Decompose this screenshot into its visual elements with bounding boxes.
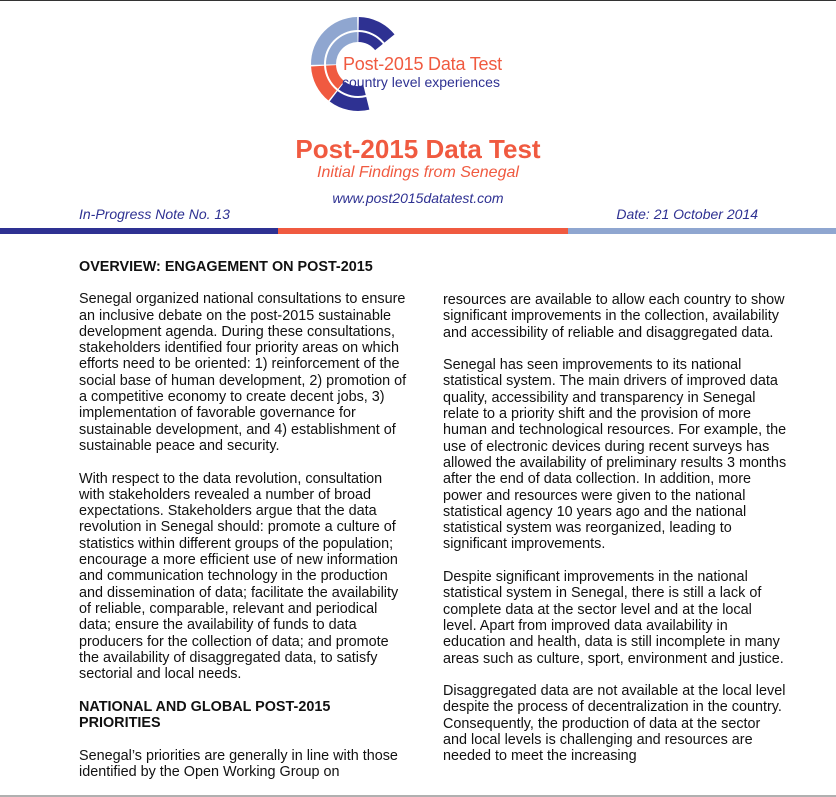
document-title: Post-2015 Data Test [295, 134, 541, 164]
color-bar-light-blue [568, 228, 836, 234]
document-subtitle: Initial Findings from Senegal [317, 164, 519, 181]
paragraph: Despite significant improvements in the national statistical system in Senegal, there is still a lack of complete data at the sector level and at the local level. Apart from improved data availability in education and health, data is still incomplete in many areas such as culture, sport, environment and justice. [443, 569, 784, 667]
section-heading-priorities: NATIONAL AND GLOBAL POST-2015 PRIORITIES [79, 698, 331, 732]
website-link[interactable]: www.post2015datatest.com [332, 190, 504, 206]
paragraph: Senegal has seen improvements to its national statistical system. The main drivers of improved data quality, accessibility and transparency in Senegal relate to a priority shift and the provision of more human and technological resources. For example, the use of electronic devices during recent surveys has allowed the availability of preliminary results 3 months after the end of data collection. In addition, more power and resources were given to the national statistical agency 10 years ago and the national statistical system was reorganized, leading to significant improvements. [443, 357, 787, 553]
right-column [443, 292, 788, 765]
paragraph: Senegal’s priorities are generally in line with those identified by the Open Working Group on [79, 747, 398, 780]
paragraph: Disaggregated data are not available at the local level despite the process of decentralization in the country. Consequently, the production of data at the sector and local levels is challenging and resources are needed to meet the increasing [443, 683, 786, 765]
paragraph: resources are available to allow each country to show significant improvements in the collection, availability and accessibility of reliable and disaggregated data. [443, 292, 785, 341]
color-bar-orange [278, 228, 568, 234]
logo-subtitle: country level experiences [342, 74, 500, 90]
logo-title: Post-2015 Data Test [343, 54, 502, 74]
color-bar-dark-blue [0, 228, 278, 234]
left-column [79, 259, 409, 780]
paragraph: Senegal organized national consultations to ensure an inclusive debate on the post-2015 sustainable development agenda. During these consultations, stakeholders identified four priority areas on which efforts need to be oriented: 1) reinforcement of the social base of human development, 2) promotion of a competitive economy to create decent jobs, 3) implementation of favorable governance for sustainable development, and 4) establishment of sustainable peace and security. [79, 291, 407, 454]
logo [300, 10, 540, 130]
note-date: Date: 21 October 2014 [616, 206, 758, 222]
note-number: In-Progress Note No. 13 [79, 206, 230, 222]
top-border [0, 0, 836, 1]
paragraph: With respect to the data revolution, consultation with stakeholders revealed a number of broad expectations. Stakeholders argue that the data revolution in Senegal should: promote a culture of statistics within different groups of the population; encourage a more efficient use of new information and communication technology in the production and dissemination of data; facilitate the availability of reliable, comparable, relevant and periodical data; ensure the availability of funds to data producers for the collection of data; and promote the availability of disaggregated data, to satisfy sectorial and local needs. [79, 470, 399, 683]
color-divider [0, 228, 836, 234]
section-heading-overview: OVERVIEW: ENGAGEMENT ON POST-2015 [79, 259, 373, 275]
